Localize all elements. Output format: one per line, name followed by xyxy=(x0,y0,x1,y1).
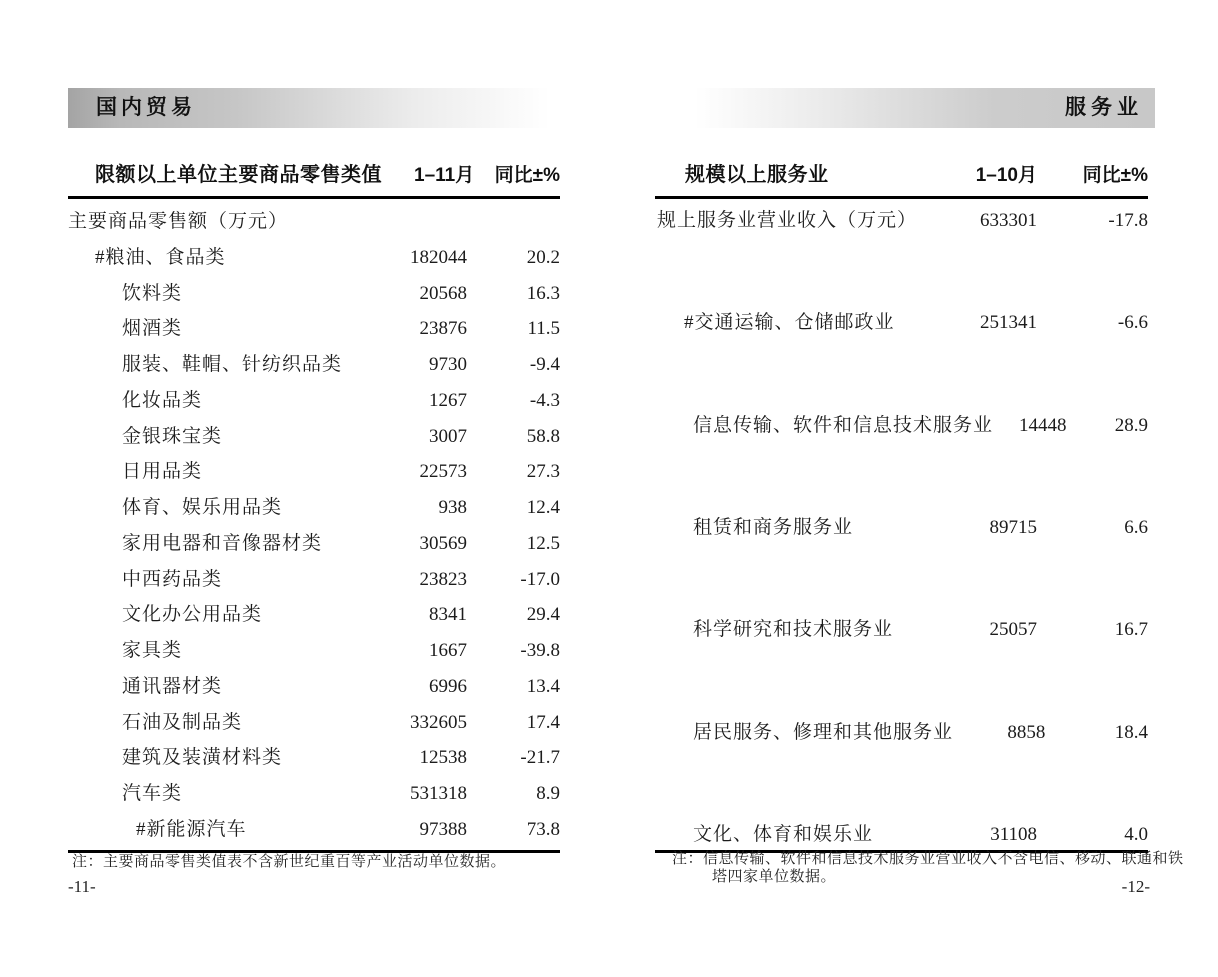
row-yoy: -39.8 xyxy=(520,640,560,661)
page-number-right: -12- xyxy=(1121,877,1150,896)
table-row xyxy=(68,742,560,769)
row-label: 规上服务业营业收入（万元） xyxy=(657,210,918,231)
table-row xyxy=(68,313,560,340)
row-value: 89715 xyxy=(989,516,1037,538)
table-row xyxy=(68,564,560,591)
table-row xyxy=(655,819,1148,846)
table-row xyxy=(68,778,560,805)
row-value: 938 xyxy=(438,497,467,518)
row-label: 金银珠宝类 xyxy=(122,425,223,447)
row-label: 居民服务、修理和其他服务业 xyxy=(693,721,954,743)
services-table-header xyxy=(655,150,1148,199)
row-label: #新能源汽车 xyxy=(136,818,247,840)
row-value: 531318 xyxy=(410,783,467,804)
table-row xyxy=(655,614,1148,641)
row-yoy: 29.4 xyxy=(526,604,560,626)
row-value: 23823 xyxy=(419,568,467,590)
row-yoy: 16.7 xyxy=(1114,619,1148,641)
row-value: 25057 xyxy=(989,619,1037,641)
row-value: 251341 xyxy=(980,312,1037,334)
row-yoy: 20.2 xyxy=(526,246,560,268)
row-label: 通讯器材类 xyxy=(122,675,223,697)
page-number-left: -11- xyxy=(68,877,96,896)
banner-services xyxy=(655,88,1155,128)
row-label: 主要商品零售额（万元） xyxy=(68,211,289,232)
row-label: 建筑及装潢材料类 xyxy=(122,747,283,769)
row-yoy: 4.0 xyxy=(1124,823,1148,845)
row-yoy: 8.9 xyxy=(536,783,560,804)
row-value: 12538 xyxy=(419,747,467,769)
domestic-trade-table xyxy=(68,150,560,853)
table-row xyxy=(68,385,560,412)
row-label: 饮料类 xyxy=(122,282,183,304)
table-row xyxy=(68,707,560,734)
period-column-header: 1–10月 xyxy=(975,165,1037,186)
row-yoy: 18.4 xyxy=(1114,721,1148,743)
table-row xyxy=(655,205,1148,232)
row-value: 9730 xyxy=(429,354,467,375)
table-row xyxy=(68,671,560,698)
services-footnote: 注：信息传输、软件和信息技术服务业营业收入不含电信、移动、联通和铁塔四家单位数据。 xyxy=(672,851,1184,885)
table-row xyxy=(68,814,560,841)
row-yoy: 13.4 xyxy=(526,675,560,697)
services-table xyxy=(655,150,1148,853)
table-row xyxy=(68,242,560,269)
row-yoy: 73.8 xyxy=(526,818,560,840)
domestic-trade-footnote: 注：主要商品零售类值表不含新世纪重百等产业活动单位数据。 xyxy=(72,854,507,870)
banner-services-label: 服务业 xyxy=(1065,96,1143,119)
row-label: 日用品类 xyxy=(122,461,203,483)
row-label: 家具类 xyxy=(122,640,183,661)
row-value: 31108 xyxy=(990,823,1037,845)
row-label: 文化办公用品类 xyxy=(122,604,263,626)
row-yoy: 28.9 xyxy=(1114,414,1148,436)
row-yoy: 27.3 xyxy=(526,461,560,483)
row-value: 1667 xyxy=(429,640,467,661)
row-yoy: -9.4 xyxy=(529,354,560,375)
table-row xyxy=(68,492,560,519)
table-row xyxy=(68,599,560,626)
row-yoy: -17.0 xyxy=(520,568,560,590)
row-value: 30569 xyxy=(419,532,467,554)
table-row xyxy=(68,635,560,662)
row-label: 体育、娱乐用品类 xyxy=(122,497,283,518)
row-value: 20568 xyxy=(419,282,467,304)
row-value: 8858 xyxy=(1007,721,1046,743)
banner-domestic-trade xyxy=(68,88,592,128)
table-row xyxy=(68,206,560,233)
row-label: 租赁和商务服务业 xyxy=(693,516,854,538)
row-label: 文化、体育和娱乐业 xyxy=(693,823,874,845)
row-value: 1267 xyxy=(429,389,467,411)
row-value: 23876 xyxy=(419,318,467,340)
row-label: 化妆品类 xyxy=(122,389,203,411)
table-title: 限额以上单位主要商品零售类值 xyxy=(95,164,382,186)
row-yoy: -21.7 xyxy=(520,747,560,769)
services-table-body xyxy=(655,199,1148,853)
row-value: 14448 xyxy=(1018,414,1067,436)
row-label: 服装、鞋帽、针纺织品类 xyxy=(122,354,343,375)
row-value: 22573 xyxy=(419,461,467,483)
row-value: 8341 xyxy=(429,604,467,626)
period-column-header: 1–11月 xyxy=(414,165,475,186)
row-yoy: -6.6 xyxy=(1117,312,1148,334)
table-row xyxy=(68,278,560,305)
banner-domestic-trade-label: 国内贸易 xyxy=(96,96,196,119)
row-value: 97388 xyxy=(419,818,467,840)
yoy-column-header: 同比±% xyxy=(494,165,560,186)
table-row xyxy=(655,717,1148,744)
row-yoy: 12.5 xyxy=(526,532,560,554)
table-row xyxy=(68,421,560,448)
row-value: 3007 xyxy=(429,425,467,447)
row-label: 信息传输、软件和信息技术服务业 xyxy=(693,414,994,436)
row-label: #粮油、食品类 xyxy=(95,246,226,268)
table-row xyxy=(655,512,1148,539)
row-yoy: 17.4 xyxy=(526,711,560,733)
row-yoy: -17.8 xyxy=(1108,210,1148,231)
table-row xyxy=(68,349,560,376)
row-value: 332605 xyxy=(410,711,467,733)
table-row xyxy=(655,307,1148,334)
yoy-column-header: 同比±% xyxy=(1082,165,1148,186)
row-yoy: 6.6 xyxy=(1124,516,1148,538)
row-value: 6996 xyxy=(429,675,467,697)
table-title: 规模以上服务业 xyxy=(685,164,829,186)
row-label: 科学研究和技术服务业 xyxy=(693,619,894,641)
domestic-trade-table-body xyxy=(68,199,560,853)
row-value: 633301 xyxy=(980,210,1037,231)
row-label: 烟酒类 xyxy=(122,318,183,340)
row-label: 石油及制品类 xyxy=(122,711,243,733)
table-row xyxy=(68,528,560,555)
domestic-trade-table-header xyxy=(68,150,560,199)
row-value: 182044 xyxy=(410,246,467,268)
row-label: #交通运输、仓储邮政业 xyxy=(684,312,895,334)
row-yoy: 16.3 xyxy=(526,282,560,304)
row-yoy: 58.8 xyxy=(526,425,560,447)
row-label: 中西药品类 xyxy=(122,568,223,590)
row-label: 家用电器和音像器材类 xyxy=(122,532,323,554)
row-label: 汽车类 xyxy=(122,783,183,804)
table-row xyxy=(655,410,1148,437)
row-yoy: 12.4 xyxy=(526,497,560,518)
row-yoy: 11.5 xyxy=(527,318,560,340)
table-row xyxy=(68,456,560,483)
row-yoy: -4.3 xyxy=(529,389,560,411)
